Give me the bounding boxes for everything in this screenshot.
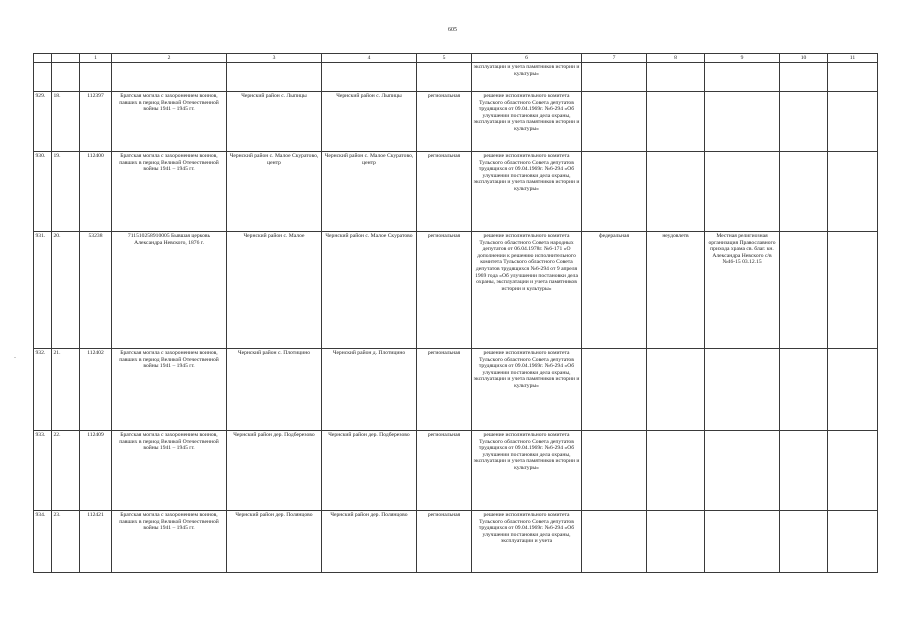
header-cell: 1 (80, 54, 112, 63)
page-number: 605 (448, 27, 457, 33)
sub-number: 21. (52, 349, 80, 431)
object-name: Братская могила с захоронением воинов, павших в период Великой Отечественной войны 1941 – 1945 гг. (112, 511, 227, 573)
col7-status (582, 349, 647, 431)
col7-status: федеральная (582, 232, 647, 349)
header-cell (34, 54, 52, 63)
col10 (780, 349, 828, 431)
sub-number: 22. (52, 431, 80, 511)
col10 (780, 92, 828, 152)
object-name: 711510258910005 Бывшая церковь Александра Невского, 1876 г. (112, 232, 227, 349)
category: региональная (417, 232, 472, 349)
header-cell: 2 (112, 54, 227, 63)
location-district: Чернский район с. Плотицино (227, 349, 322, 431)
table-row (34, 232, 878, 349)
col9-owner (705, 511, 780, 573)
object-name: Братская могила с захоронением воинов, павших в период Великой Отечественной войны 1941 – 1945 гг. (112, 349, 227, 431)
header-cell: 7 (582, 54, 647, 63)
object-code: 112397 (80, 92, 112, 152)
object-address: Чернский район с. Малое Скуратово, центр (322, 152, 417, 232)
col10 (780, 511, 828, 573)
column-number-row (34, 54, 878, 63)
col11 (828, 349, 878, 431)
sub-number: 23. (52, 511, 80, 573)
object-address: Чернский район дер. Подберезово (322, 431, 417, 511)
header-cell: 11 (828, 54, 878, 63)
col9-owner (705, 92, 780, 152)
row-number: 931. (34, 232, 52, 349)
sub-number: 20. (52, 232, 80, 349)
col8-condition (647, 92, 705, 152)
category: региональная (417, 431, 472, 511)
object-code: 53238 (80, 232, 112, 349)
col7-status (582, 152, 647, 232)
table-row-continuation (34, 63, 878, 92)
col11 (828, 92, 878, 152)
table-row (34, 152, 878, 232)
row-number: 934. (34, 511, 52, 573)
col7-status (582, 92, 647, 152)
document-cell: решение исполнительного комитета Тульского областного Совета депутатов трудящихся от 09.04.1969г. №6-294 «Об улучшении постановки дела охраны, эксплуатации и учета памятников истории и культуры» (472, 152, 582, 232)
category: региональная (417, 92, 472, 152)
document-cell: решение исполнительного комитета Тульского областного Совета депутатов трудящихся от 09.04.1969г. №6-294 «Об улучшении постановки дела охраны, эксплуатации и учета памятников истории и культуры» (472, 92, 582, 152)
category: региональная (417, 511, 472, 573)
col8-condition: неудовлетв (647, 232, 705, 349)
header-cell (52, 54, 80, 63)
col8-condition (647, 152, 705, 232)
location-district: Чернский район с. Малое (227, 232, 322, 349)
row-number: 929. (34, 92, 52, 152)
header-cell: 8 (647, 54, 705, 63)
header-cell: 3 (227, 54, 322, 63)
heritage-registry-table (33, 53, 878, 573)
location-district: Чернский район дер. Подберезово (227, 431, 322, 511)
location-district: Чернский район с. Малое Скуратово, центр (227, 152, 322, 232)
location-district: Чернский район дер. Полянцово (227, 511, 322, 573)
col9-owner: Местная религиозная организация Православного прихода храма св. благ. кн. Александра Невского с/в №46-15 03.12.15 (705, 232, 780, 349)
col8-condition (647, 511, 705, 573)
col11 (828, 232, 878, 349)
header-cell: 10 (780, 54, 828, 63)
object-code: 112402 (80, 349, 112, 431)
object-address: Чернский район с. Лыпицы (322, 92, 417, 152)
col9-owner (705, 349, 780, 431)
object-name: Братская могила с захоронением воинов, павших в период Великой Отечественной войны 1941 – 1945 гг. (112, 431, 227, 511)
document-cell: решение исполнительного комитета Тульского областного Совета народных депутатов от 06.04.1978г. №6-171 «О дополнении к решению исполнительного комитета Тульского областного Совета депутатов трудящихся №6-294 от 9 апреля 1969 года «Об улучшении постановки дела охраны, эксплуатации и учета памятников истории и культуры» (472, 232, 582, 349)
header-cell: 5 (417, 54, 472, 63)
table-row (34, 349, 878, 431)
col11 (828, 431, 878, 511)
col7-status (582, 431, 647, 511)
table-row (34, 431, 878, 511)
header-cell: 6 (472, 54, 582, 63)
col10 (780, 431, 828, 511)
row-number: 933. (34, 431, 52, 511)
category: региональная (417, 349, 472, 431)
col11 (828, 152, 878, 232)
col10 (780, 232, 828, 349)
object-name: Братская могила с захоронением воинов, павших в период Великой Отечественной войны 1941 – 1945 гг. (112, 92, 227, 152)
object-name: Братская могила с захоронением воинов, павших в период Великой Отечественной войны 1941 – 1945 гг. (112, 152, 227, 232)
object-code: 112400 (80, 152, 112, 232)
col9-owner (705, 152, 780, 232)
sub-number: 19. (52, 152, 80, 232)
object-code: 112409 (80, 431, 112, 511)
document-cell: решение исполнительного комитета Тульского областного Совета депутатов трудящихся от 09.04.1969г. №6-294 «Об улучшении постановки дела охраны, эксплуатации и учета памятников истории и культуры» (472, 431, 582, 511)
document-cell: решение исполнительного комитета Тульского областного Совета депутатов трудящихся от 09.04.1969г. №6-294 «Об улучшении постановки дела охраны, эксплуатации и учета (472, 511, 582, 573)
document-cell: решение исполнительного комитета Тульского областного Совета депутатов трудящихся от 09.04.1969г. №6-294 «Об улучшении постановки дела охраны, эксплуатации и учета памятников истории и культуры» (472, 349, 582, 431)
location-district: Чернский район с. Лыпицы (227, 92, 322, 152)
table-row (34, 92, 878, 152)
category: региональная (417, 152, 472, 232)
sub-number: 18. (52, 92, 80, 152)
col8-condition (647, 349, 705, 431)
row-number: 930. (34, 152, 52, 232)
margin-mark: - (14, 355, 16, 361)
header-cell: 4 (322, 54, 417, 63)
table-row (34, 511, 878, 573)
document-cell: эксплуатации и учета памятников истории и культуры» (472, 63, 582, 92)
object-code: 112421 (80, 511, 112, 573)
col11 (828, 511, 878, 573)
object-address: Чернский район д. Плотицино (322, 349, 417, 431)
object-address: Чернский район дер. Полянцово (322, 511, 417, 573)
col10 (780, 152, 828, 232)
col7-status (582, 511, 647, 573)
object-address: Чернский район с. Малое Скуратово (322, 232, 417, 349)
col9-owner (705, 431, 780, 511)
header-cell: 9 (705, 54, 780, 63)
row-number: 932. (34, 349, 52, 431)
col8-condition (647, 431, 705, 511)
